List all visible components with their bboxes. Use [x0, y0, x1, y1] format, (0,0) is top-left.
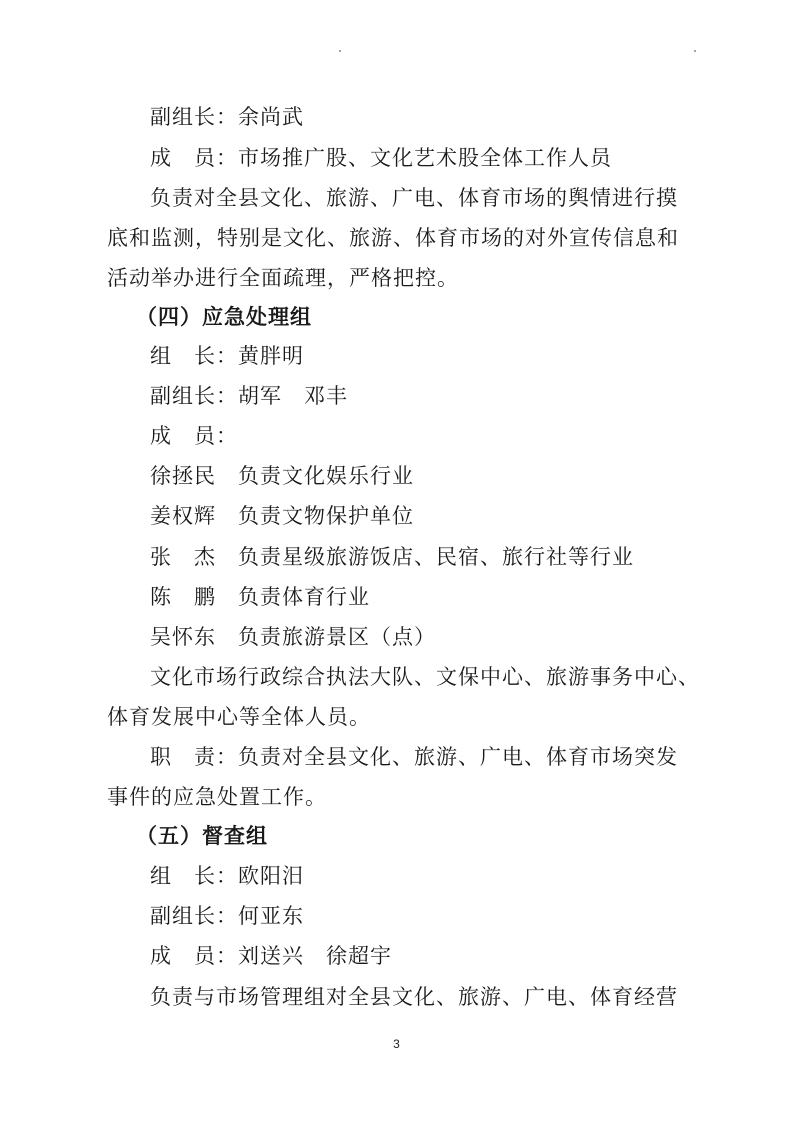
- text-line: 组 长：黄胖明: [150, 344, 304, 368]
- scan-mark-2: [694, 50, 696, 52]
- text-line: 负责与市场管理组对全县文化、旅游、广电、体育经营: [150, 985, 678, 1009]
- text-line: 张 杰 负责星级旅游饭店、民宿、旅行社等行业: [150, 545, 634, 569]
- text-line: 底和监测，特别是文化、旅游、体育市场的对外宣传信息和: [107, 226, 679, 250]
- section-heading: （四）应急处理组: [136, 304, 312, 329]
- text-line: 事件的应急处置工作。: [107, 785, 327, 809]
- text-line: 活动举办进行全面疏理，严格把控。: [107, 266, 459, 290]
- page-number: 3: [393, 1037, 400, 1051]
- text-line: 副组长：胡军 邓丰: [150, 384, 348, 408]
- text-line: 徐拯民 负责文化娱乐行业: [150, 464, 414, 488]
- text-line: 副组长：何亚东: [150, 904, 304, 928]
- text-line: 副组长：余尚武: [150, 105, 304, 129]
- text-line: 负责对全县文化、旅游、广电、体育市场的舆情进行摸: [150, 186, 678, 210]
- text-line: 成 员：: [150, 424, 238, 448]
- text-line: 组 长：欧阳汨: [150, 864, 304, 888]
- text-line: 陈 鹏 负责体育行业: [150, 585, 370, 609]
- text-line: 文化市场行政综合执法大队、文保中心、旅游事务中心、: [150, 665, 700, 689]
- text-line: 姜权辉 负责文物保护单位: [150, 504, 414, 528]
- text-line: 吴怀东 负责旅游景区（点）: [150, 625, 436, 649]
- text-line: 职 责：负责对全县文化、旅游、广电、体育市场突发: [150, 745, 678, 769]
- text-line: 体育发展中心等全体人员。: [107, 705, 371, 729]
- scan-mark-1: [339, 50, 341, 52]
- text-line: 成 员：市场推广股、文化艺术股全体工作人员: [150, 146, 612, 170]
- section-heading: （五）督查组: [136, 823, 268, 848]
- text-line: 成 员：刘送兴 徐超宇: [150, 944, 392, 968]
